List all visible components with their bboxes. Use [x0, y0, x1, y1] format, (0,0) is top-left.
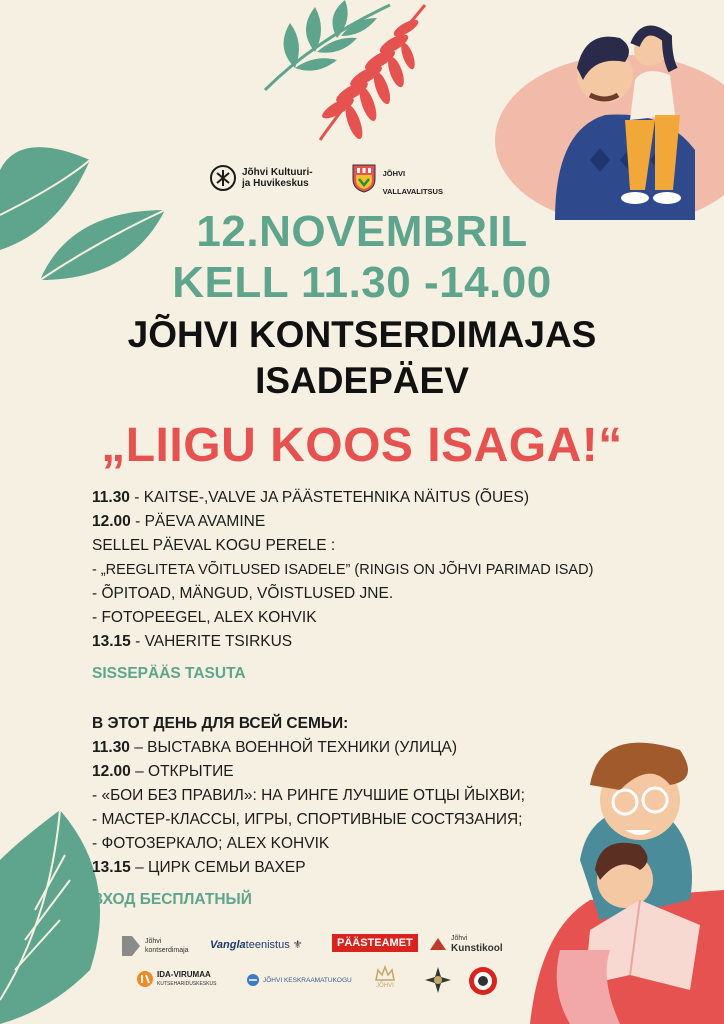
program-text: – ВЫСТАВКА ВОЕННОЙ ТЕХНИКИ (УЛИЦА): [129, 739, 458, 756]
program-text: - ФОТОЗЕРКАЛО; ALEX KOHVIK: [92, 835, 330, 852]
keskraamatukogu-name: JÕHVI KESKRAAMATUKOGU: [263, 976, 352, 984]
kultuurikeskus-name: Jõhvi Kultuuri- ja Huvikeskus: [242, 167, 313, 189]
program-text: - МАСТЕР-КЛАССЫ, ИГРЫ, СПОРТИВНЫЕ СОСТЯЗАНИЯ;: [92, 811, 523, 828]
kunstikool-name-top: Jõhvi: [451, 935, 468, 942]
program-ru-title: В ЭТОТ ДЕНЬ ДЛЯ ВСЕЙ СЕМЬИ:: [92, 715, 349, 732]
program-ru-line: [92, 760, 612, 784]
program-ru-line: [92, 784, 612, 808]
program-text: - ÕPITOAD, MÄNGUD, VÕISTLUSED JNE.: [92, 585, 394, 602]
program-time: 13.15: [92, 859, 131, 876]
event-name: ISADEPÄEV: [255, 360, 469, 401]
military-cross-logo: [424, 966, 452, 994]
program-ru-line: [92, 808, 612, 832]
military-cross-icon: [424, 966, 452, 994]
vallavalitsus-name-top: JÕHVI: [382, 169, 406, 178]
program-text: - «БОИ БЕЗ ПРАВИЛ»: НА РИНГЕ ЛУЧШИЕ ОТЦЫ ЙЫХВИ;: [92, 787, 525, 804]
father-daughter-illustration: [495, 20, 724, 220]
vanglateenistus-name-a: Vangla: [210, 938, 246, 951]
program-time: 11.30: [92, 739, 130, 756]
program-time: 12.00: [92, 513, 131, 530]
keskraamatukogu-emblem-icon: [246, 973, 260, 987]
program-text: - FOTOPEEGEL, ALEX KOHVIK: [92, 609, 317, 626]
program-text: - VAHERITE TSIRKUS: [130, 633, 293, 650]
event-slogan: „LIIGU KOOS ISAGA!“: [101, 419, 623, 472]
kunstikool-name-main: Kunstikool: [451, 943, 503, 954]
program-et-line: [92, 630, 612, 654]
vanglateenistus-name-b: teenistus: [245, 938, 290, 951]
event-venue: JÕHVI KONTSERDIMAJAS: [127, 314, 597, 355]
program-ru-line: [92, 856, 612, 880]
kunstikool-name: [451, 933, 503, 954]
program-et-line: [92, 582, 612, 606]
program-text: - „REEGLITETA VÕITLUSED ISADELE” (RINGIS ON JÕHVI PARIMAD ISAD): [92, 562, 594, 578]
program-et-line: [92, 606, 612, 630]
johvi-small-name: JÕHVI: [376, 983, 394, 989]
kontserdimaja-logo: [120, 934, 189, 958]
vallavalitsus-coat-of-arms-icon: [351, 163, 377, 193]
program-text: SELLEL PÄEVAL KOGU PERELE :: [92, 537, 336, 554]
program-time: 12.00: [92, 763, 131, 780]
program-time: 11.30: [92, 489, 130, 506]
program-russian: [92, 712, 612, 912]
kultuurikeskus-logo: [210, 165, 313, 191]
kontserdimaja-name: Jõhvi kontserdimaja: [145, 938, 189, 954]
paasteamet-logo: [332, 934, 418, 952]
vanglateenistus-crest-icon: ⚜: [292, 939, 303, 951]
program-ru-line: [92, 736, 612, 760]
idavirumaa-name: [157, 971, 216, 988]
program-et-line: [92, 510, 612, 534]
header-logos: [210, 160, 443, 196]
kunstikool-logo: [428, 933, 503, 954]
free-entry-note-et: SISSEPÄÄS TASUTA: [92, 665, 246, 682]
vanglateenistus-logo: [210, 938, 303, 951]
johvi-crown-icon: [374, 964, 396, 982]
kultuurikeskus-emblem-icon: [210, 165, 236, 191]
keskraamatukogu-logo: [246, 973, 352, 987]
program-et-line: [92, 558, 612, 582]
free-entry-note-ru: ВХОД БЕСПЛАТНЫЙ: [92, 891, 252, 908]
event-time: KELL 11.30 -14.00: [172, 258, 552, 307]
idavirumaa-emblem-icon: [136, 970, 154, 988]
idavirumaa-logo: [136, 970, 216, 988]
kontserdimaja-emblem-icon: [120, 934, 142, 958]
program-text: - PÄEVA AVAMINE: [130, 513, 266, 530]
program-et-line: [92, 486, 612, 510]
vallavalitsus-name: [383, 160, 443, 196]
program-text: - KAITSE-,VALVE JA PÄÄSTETEHNIKA NÄITUS (ÕUES): [129, 489, 530, 506]
red-leaf-decoration: [300, 0, 430, 145]
kunstikool-emblem-icon: [428, 934, 448, 954]
event-date: 12.NOVEMBRIL: [196, 207, 528, 256]
alex-kohvik-emblem-icon: [468, 966, 498, 996]
idavirumaa-name-main: IDA-VIRUMAA: [157, 969, 211, 979]
program-et-line: [92, 534, 612, 558]
idavirumaa-name-sub: KUTSEHARIDUSKESKUS: [157, 980, 217, 987]
paasteamet-name: PÄÄSTEAMET: [332, 934, 418, 952]
johvi-small-logo: [374, 964, 396, 989]
program-time: 13.15: [92, 633, 131, 650]
program-estonian: [92, 486, 612, 686]
vallavalitsus-logo: [351, 160, 443, 196]
vallavalitsus-name-bottom: VALLAVALITSUS: [382, 187, 443, 196]
program-text: – ОТКРЫТИЕ: [130, 763, 234, 780]
program-text: – ЦИРК СЕМЬИ ВАХЕР: [130, 859, 306, 876]
alex-kohvik-logo: [468, 966, 498, 996]
program-ru-line: [92, 832, 612, 856]
